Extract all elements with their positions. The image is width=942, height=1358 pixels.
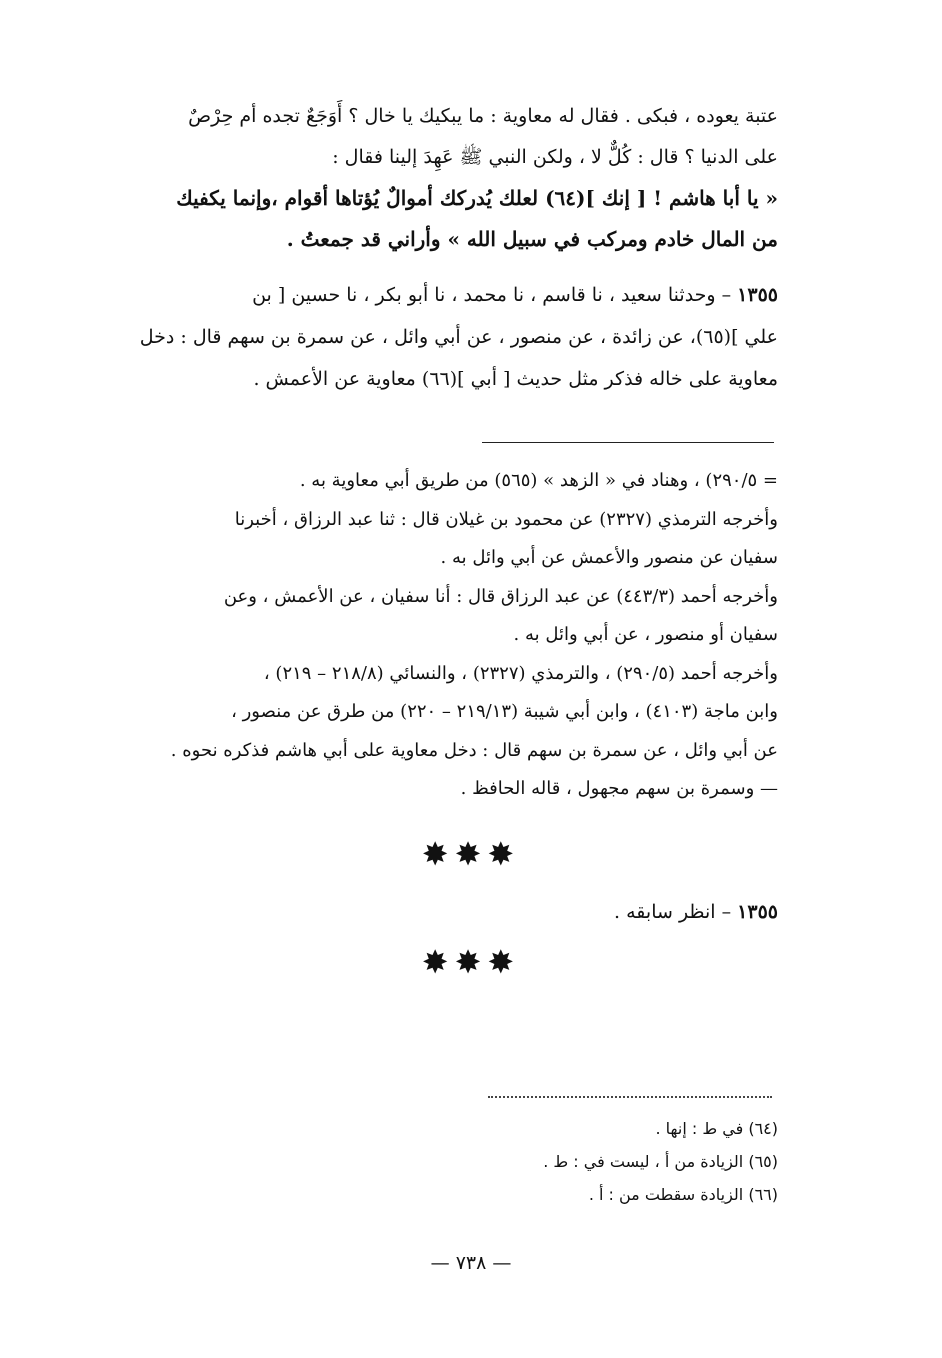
hadith-number: ١٣٥٥ (737, 284, 778, 306)
takhrij-notes (78, 462, 778, 809)
note-text: – انظر سابقه . (614, 901, 732, 923)
hadith-quote-line: من المال خادم ومركب في سبيل الله » وأراني قد جمعتُ . (286, 227, 778, 251)
footnote: (٦٤) في ط : إنها . (655, 1119, 778, 1138)
takhrij-line: وأخرجه أحمد (٤٤٣/٣) عن عبد الرزاق قال : أنا سفيان ، عن الأعمش ، وعن (223, 585, 778, 607)
section-separator: ✸✸✸ (421, 943, 521, 981)
hadith-line: معاوية على خاله فذكر مثل حديث [ أبي ](٦٦) معاوية عن الأعمش . (253, 368, 778, 390)
takhrij-line: — وسمرة بن سهم مجهول ، قاله الحافظ . (460, 778, 778, 799)
footnotes-divider (488, 1096, 772, 1098)
footnote: (٦٦) الزيادة سقطت من : أ . (588, 1185, 778, 1204)
main-text (78, 96, 778, 260)
note-1356 (78, 892, 778, 932)
hadith-line: علي ](٦٥)، عن زائدة ، عن منصور ، عن أبي وائل ، عن سمرة بن سهم قال : دخل (139, 326, 778, 348)
hadith-1355 (78, 274, 778, 400)
takhrij-line: وأخرجه أحمد (٢٩٠/٥) ، والترمذي (٢٣٢٧) ، والنسائي (٢١٨/٨ – ٢١٩) ، (263, 662, 778, 684)
note-number: ١٣٥٥ (737, 901, 778, 923)
page-number: — ٧٣٨ — (430, 1252, 512, 1274)
takhrij-line: سفيان عن منصور والأعمش عن أبي وائل به . (440, 547, 778, 568)
takhrij-line: = ٢٩٠/٥) ، وهناد في « الزهد » (٥٦٥) من طريق أبي معاوية به . (299, 470, 778, 491)
takhrij-line: سفيان أو منصور ، عن أبي وائل به . (513, 624, 778, 645)
hadith-quote-line: « يا أبا هاشم ! [ إنك ](٦٤) لعلك يُدركك أموالٌ يُؤتاها أقوام ،وإنما يكفيك (176, 186, 778, 210)
section-separator: ✸✸✸ (421, 835, 521, 873)
takhrij-line: وابن ماجة (٤١٠٣) ، وابن أبي شيبة (٢١٩/١٣ – ٢٢٠) من طرق عن منصور ، (231, 701, 778, 722)
footnote-divider (482, 442, 774, 443)
hadith-line (78, 274, 778, 316)
takhrij-line: عن أبي وائل ، عن سمرة بن سهم قال : دخل معاوية على أبي هاشم فذكره نحوه . (170, 739, 778, 761)
hadith-text: – وحدثنا سعيد ، نا قاسم ، نا محمد ، نا أبو بكر ، نا حسين [ بن (252, 284, 732, 306)
text-line: عتبة يعوده ، فبكى . فقال له معاوية : ما يبكيك يا خال ؟ أَوَجَعٌ تجده أم حِرْصٌ (188, 105, 778, 127)
footnote: (٦٥) الزيادة من أ ، ليست في : ط . (543, 1152, 778, 1171)
text-line: على الدنيا ؟ قال : كُلٌّ لا ، ولكن النبي ﷺ عَهِدَ إلينا فقال : (332, 146, 778, 168)
footnotes (78, 1112, 778, 1211)
takhrij-line: وأخرجه الترمذي (٢٣٢٧) عن محمود بن غيلان قال : ثنا عبد الرزاق ، أخبرنا (234, 508, 778, 530)
